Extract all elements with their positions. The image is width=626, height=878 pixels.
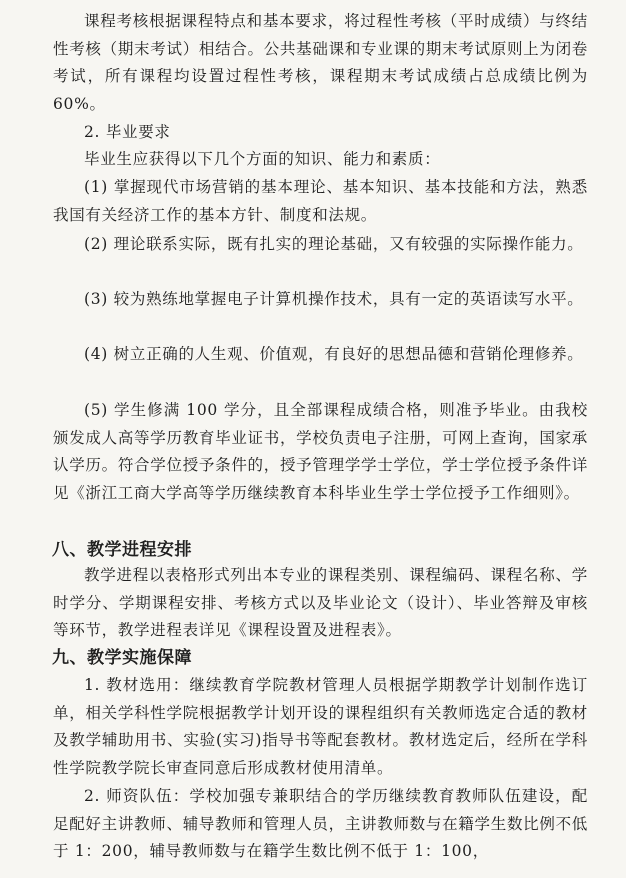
requirement-4: (4) 树立正确的人生观、价值观，有良好的思想品德和营销伦理修养。 (84, 345, 584, 363)
requirement-5: (5) 学生修满 100 学分，且全部课程成绩合格，则准予毕业。由我校颁发成人高等学历教育毕业证书，学校负责电子注册，可网上查询，国家承认学历。符合学位授予条件的，授予管理学学士学位，学士学位授予条件详见《浙江工商大学高等学历继续教育本科毕业生学士学位授予工作细则》。 (53, 401, 588, 502)
textbook-selection-paragraph: 1. 教材选用：继续教育学院教材管理人员根据学期教学计划制作选订单，相关学科性学院根据教学计划开设的课程组织有关教师选定合适的教材及教学辅助用书、实验(实习)指导书等配套教材。教材选定后，经所在学科性学院教学院长审查同意后形成教材使用清单。 (53, 676, 588, 777)
section-9-heading: 九、教学实施保障 (52, 648, 192, 668)
section-8-heading: 八、教学进程安排 (52, 540, 192, 560)
section-8-paragraph: 教学进程以表格形式列出本专业的课程类别、课程编码、课程名称、学时学分、学期课程安排、考核方式以及毕业论文（设计）、毕业答辩及审核等环节，教学进程表详见《课程设置及进程表》。 (53, 566, 588, 640)
requirement-2: (2) 理论联系实际，既有扎实的理论基础，又有较强的实际操作能力。 (84, 235, 584, 253)
graduation-requirements-subtitle: 2. 毕业要求 (84, 123, 171, 141)
assessment-paragraph: 课程考核根据课程特点和基本要求，将过程性考核（平时成绩）与终结性考核（期末考试）相结合。公共基础课和专业课的期末考试原则上为闭卷考试，所有课程均设置过程性考核，课程期末考试成绩占总成绩比例为60%。 (53, 12, 588, 113)
requirement-1: (1) 掌握现代市场营销的基本理论、基本知识、基本技能和方法，熟悉我国有关经济工作的基本方针、制度和法规。 (53, 178, 588, 224)
graduation-intro-paragraph: 毕业生应获得以下几个方面的知识、能力和素质： (84, 150, 441, 168)
faculty-paragraph: 2. 师资队伍：学校加强专兼职结合的学历继续教育教师队伍建设，配足配好主讲教师、辅导教师和管理人员，主讲教师数与在籍学生数比例不低于 1：200，辅导教师数与在籍学生数比例不低于 1：100， (53, 787, 588, 861)
requirement-3: (3) 较为熟练地掌握电子计算机操作技术，具有一定的英语读写水平。 (84, 290, 584, 308)
